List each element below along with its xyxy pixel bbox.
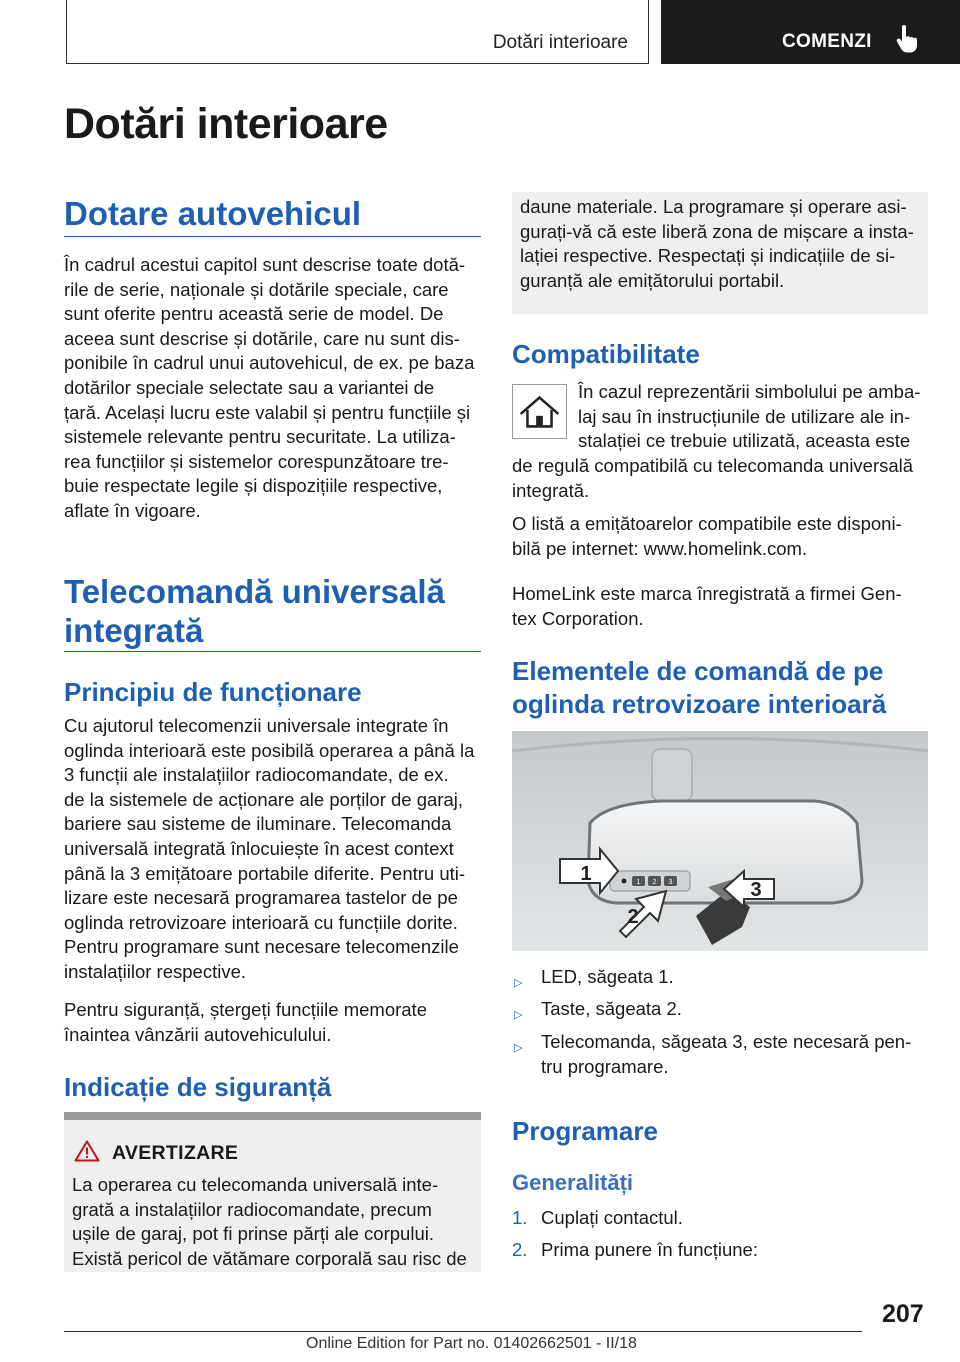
led-dot [622,879,627,884]
heading-principiu: Principiu de funcționare [64,677,362,707]
text-line: lației respective. Respectați și indicațiile de si‐ [520,245,896,267]
heading-elemente-line2: oglinda retrovizoare interioară [512,689,887,719]
header-section-box [66,0,649,64]
text-line: țară. Același lucru este valabil și pentru funcțiile și [64,401,471,423]
text-line: buie respectate legile și dispozițiile respective, [64,475,443,497]
text-line: În cazul reprezentării simbolului pe amba‐ [578,381,921,402]
warning-band [64,1112,481,1120]
text-line: În cadrul acestui capitol sunt descrise toate dotă‐ [64,254,466,275]
text-line: oglinda interioară este posibilă operarea a până la [64,739,475,761]
text-line: 3 funcții ale instalațiilor radiocomandate, de ex. [64,764,449,786]
heading-programare: Programare [512,1116,658,1146]
warning-text [72,1173,482,1271]
warning-triangle-icon [74,1140,100,1162]
text-line: de la sistemele de acționare ale porților de garaj, [64,788,464,810]
text-line: laj sau în instrucțiunile de utilizare ale in‐ [578,405,911,427]
mirror-button-label: 1 [636,879,641,886]
text-line: sunt oferite pentru această serie de model. De [64,303,444,325]
heading-telecomanda-line1: Telecomandă universală [64,573,445,610]
heading-dotare-autovehicul: Dotare autovehicul [64,195,362,232]
heading-rule [64,651,481,652]
mirror-button-label: 2 [652,879,657,886]
paragraph-principiu [64,714,484,985]
text-line: HomeLink este marca înregistrată a firmei Gen‐ [512,583,902,604]
text-line: dotărilor speciale selectate sau a variantei de [64,376,435,398]
header-tab-label[interactable]: COMENZI [782,31,872,52]
heading-compatibilitate: Compatibilitate [512,339,700,369]
text-line: universală integrată înlocuiește în acest context [64,837,454,859]
text-line: Pentru siguranță, ștergeți funcțiile memorate [64,999,427,1020]
paragraph-homelink [512,582,932,631]
list-item-text: Telecomanda, săgeata 3, este necesară pen‐ [541,1031,912,1052]
text-line: O listă a emițătoarelor compatibile este disponi‐ [512,513,902,534]
text-line: integrată. [512,479,590,501]
text-line: Există pericol de vătămare corporală sau risc de [72,1247,467,1269]
text-line: ponibile în cadrul unui autovehicul, de ex. pe baza [64,352,475,374]
text-line: Cu ajutorul telecomenzii universale integrate în [64,715,449,736]
text-line: lizare este necesară programarea tastelor de pe [64,887,458,909]
bullet-triangle-icon: ▷ [514,1042,523,1054]
text-line: instalațiilor respective. [64,960,246,982]
bullet-triangle-icon: ▷ [514,977,523,989]
text-line: rea funcțiilor și sistemelor corespunzătoare tre‐ [64,450,449,472]
rearview-mirror-illustration [512,731,928,951]
heading-indicatie: Indicație de siguranță [64,1072,332,1102]
footer-rule [64,1331,862,1332]
text-line: gurați-vă că este liberă zona de mișcare a insta‐ [520,220,914,242]
heading-generalitati: Generalități [512,1170,634,1195]
text-line: sistemele relevante pentru securitate. La utiliza‐ [64,426,456,448]
header-section-title: Dotări interioare [492,32,628,53]
list-item-text: Taste, săgeata 2. [541,998,682,1019]
text-line: aceea sunt descrise și dotările, care nu sunt dis‐ [64,327,460,349]
arrow-label: 2 [627,906,639,928]
paragraph-siguranta [64,998,484,1047]
arrow-label: 3 [750,879,762,901]
text-line: tex Corporation. [512,607,644,629]
list-item-text: tru programare. [541,1056,669,1077]
text-line: La operarea cu telecomanda universală inte‐ [72,1174,439,1195]
paragraph-compat [512,454,932,503]
text-line: ușile de garaj, pot fi prinse părți ale corpului. [72,1223,434,1245]
paragraph-lista [512,512,932,561]
mirror-button-label: 3 [668,879,673,886]
text-line: grată a instalațiilor radiocomandate, precum [72,1198,432,1220]
paragraph-dotare [64,253,484,524]
homelink-house-icon [512,384,567,439]
text-line: daune materiale. La programare și operare asi‐ [520,196,907,217]
text-line: de regulă compatibilă cu telecomanda universală [512,455,914,476]
text-line: bilă pe internet: www.homelink.com. [512,537,808,559]
step-number: 2. [512,1239,528,1260]
text-line: stalației ce trebuie utilizată, aceasta este [578,430,911,452]
page-title: Dotări interioare [64,100,388,148]
text-line: bariere sau sisteme de iluminare. Telecomanda [64,813,452,835]
heading-rule [64,236,481,237]
text-line: Pentru programare sunt necesare telecomenzile [64,936,459,958]
text-line: aflate în vigoare. [64,499,201,521]
text-line: oglinda retrovizoare interioară cu funcțiile dorite. [64,911,458,933]
hand-pointer-icon [895,25,919,55]
text-line: guranță ale emițătorului portabil. [520,269,785,291]
footer-edition: Online Edition for Part no. 01402662501 - II/18 [306,1335,637,1352]
bullet-triangle-icon: ▷ [514,1009,523,1021]
text-line: rile de serie, naționale și dotările speciale, care [64,278,449,300]
list-item-text: LED, săgeata 1. [541,966,674,987]
warning-label: AVERTIZARE [112,1142,239,1164]
arrow-label: 1 [580,863,592,885]
step-number: 1. [512,1207,528,1228]
page-number: 207 [882,1300,924,1328]
heading-telecomanda-line2: integrată [64,612,204,649]
warning-text-continued [520,195,930,293]
text-line: înaintea vânzării autovehiculului. [64,1023,332,1045]
step-text: Prima punere în funcțiune: [541,1239,758,1260]
step-text: Cuplați contactul. [541,1207,683,1228]
text-line: până la 3 emițătoare portabile diferite. Pentru uti‐ [64,862,466,884]
heading-elemente-line1: Elementele de comandă de pe [512,656,884,686]
paragraph-compat-indent [578,380,930,454]
